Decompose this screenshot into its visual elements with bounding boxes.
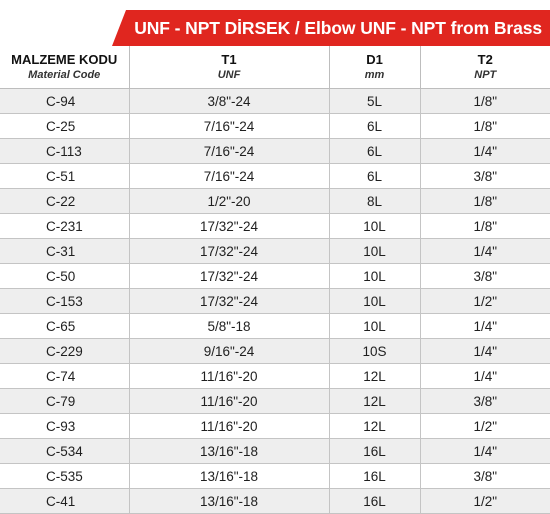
cell-d1: 10L xyxy=(329,264,420,289)
cell-t1: 5/8"-18 xyxy=(129,314,329,339)
cell-material-code: C-65 xyxy=(0,314,129,339)
cell-t2: 3/8" xyxy=(420,264,550,289)
cell-t2: 1/4" xyxy=(420,239,550,264)
column-title: T1 xyxy=(130,52,329,68)
cell-material-code: C-534 xyxy=(0,439,129,464)
cell-d1: 16L xyxy=(329,439,420,464)
column-header-t1 xyxy=(129,46,329,89)
column-subtitle: Material Code xyxy=(0,68,129,82)
cell-t2: 1/8" xyxy=(420,114,550,139)
table-row xyxy=(0,289,550,314)
cell-t1: 11/16"-20 xyxy=(129,389,329,414)
cell-t1: 17/32"-24 xyxy=(129,264,329,289)
cell-d1: 12L xyxy=(329,389,420,414)
cell-t2: 1/8" xyxy=(420,89,550,114)
table-row xyxy=(0,389,550,414)
table-row xyxy=(0,339,550,364)
column-header-d1 xyxy=(329,46,420,89)
cell-t2: 1/4" xyxy=(420,439,550,464)
cell-d1: 6L xyxy=(329,114,420,139)
cell-t1: 9/16"-24 xyxy=(129,339,329,364)
cell-d1: 6L xyxy=(329,164,420,189)
table-row xyxy=(0,239,550,264)
cell-t2: 1/4" xyxy=(420,139,550,164)
cell-d1: 10L xyxy=(329,214,420,239)
cell-t2: 1/4" xyxy=(420,364,550,389)
cell-t1: 1/2"-20 xyxy=(129,189,329,214)
cell-d1: 8L xyxy=(329,189,420,214)
cell-d1: 10L xyxy=(329,289,420,314)
product-table xyxy=(0,46,550,514)
table-row xyxy=(0,314,550,339)
cell-t2: 1/2" xyxy=(420,489,550,514)
cell-material-code: C-231 xyxy=(0,214,129,239)
cell-material-code: C-94 xyxy=(0,89,129,114)
cell-t1: 7/16"-24 xyxy=(129,114,329,139)
table-row xyxy=(0,214,550,239)
table-header-row xyxy=(0,46,550,89)
table-row xyxy=(0,114,550,139)
cell-material-code: C-51 xyxy=(0,164,129,189)
page-title: UNF - NPT DİRSEK / Elbow UNF - NPT from Brass xyxy=(130,10,542,46)
cell-t2: 1/8" xyxy=(420,214,550,239)
column-subtitle: UNF xyxy=(130,68,329,82)
cell-t1: 13/16"-18 xyxy=(129,464,329,489)
cell-material-code: C-79 xyxy=(0,389,129,414)
cell-material-code: C-229 xyxy=(0,339,129,364)
table-row xyxy=(0,364,550,389)
cell-t2: 1/4" xyxy=(420,314,550,339)
cell-d1: 10L xyxy=(329,239,420,264)
title-banner xyxy=(0,0,550,46)
cell-d1: 10L xyxy=(329,314,420,339)
cell-t1: 7/16"-24 xyxy=(129,164,329,189)
cell-t1: 7/16"-24 xyxy=(129,139,329,164)
cell-d1: 10S xyxy=(329,339,420,364)
cell-t1: 13/16"-18 xyxy=(129,489,329,514)
cell-d1: 12L xyxy=(329,414,420,439)
column-subtitle: NPT xyxy=(421,68,550,82)
column-header-t2 xyxy=(420,46,550,89)
cell-material-code: C-153 xyxy=(0,289,129,314)
cell-t2: 3/8" xyxy=(420,464,550,489)
table-row xyxy=(0,189,550,214)
cell-t1: 3/8"-24 xyxy=(129,89,329,114)
table-row xyxy=(0,164,550,189)
cell-t1: 17/32"-24 xyxy=(129,289,329,314)
column-title: T2 xyxy=(421,52,550,68)
cell-t1: 17/32"-24 xyxy=(129,239,329,264)
cell-t2: 1/2" xyxy=(420,414,550,439)
cell-t2: 1/4" xyxy=(420,339,550,364)
table-row xyxy=(0,264,550,289)
table-row xyxy=(0,439,550,464)
cell-t1: 11/16"-20 xyxy=(129,364,329,389)
table-row xyxy=(0,489,550,514)
cell-material-code: C-22 xyxy=(0,189,129,214)
cell-t1: 17/32"-24 xyxy=(129,214,329,239)
cell-t2: 3/8" xyxy=(420,164,550,189)
cell-t2: 1/8" xyxy=(420,189,550,214)
cell-d1: 16L xyxy=(329,464,420,489)
table-row xyxy=(0,464,550,489)
title-banner-slant xyxy=(112,10,126,46)
cell-d1: 16L xyxy=(329,489,420,514)
cell-t2: 1/2" xyxy=(420,289,550,314)
column-title: D1 xyxy=(330,52,420,68)
cell-material-code: C-31 xyxy=(0,239,129,264)
table-row xyxy=(0,139,550,164)
cell-d1: 5L xyxy=(329,89,420,114)
table-body xyxy=(0,89,550,514)
cell-t1: 13/16"-18 xyxy=(129,439,329,464)
column-subtitle: mm xyxy=(330,68,420,82)
table-row xyxy=(0,89,550,114)
column-header-material-code xyxy=(0,46,129,89)
cell-material-code: C-74 xyxy=(0,364,129,389)
cell-material-code: C-535 xyxy=(0,464,129,489)
cell-material-code: C-41 xyxy=(0,489,129,514)
cell-t1: 11/16"-20 xyxy=(129,414,329,439)
column-title: MALZEME KODU xyxy=(0,52,129,68)
cell-material-code: C-50 xyxy=(0,264,129,289)
cell-t2: 3/8" xyxy=(420,389,550,414)
table-row xyxy=(0,414,550,439)
cell-d1: 6L xyxy=(329,139,420,164)
cell-material-code: C-25 xyxy=(0,114,129,139)
cell-material-code: C-113 xyxy=(0,139,129,164)
cell-material-code: C-93 xyxy=(0,414,129,439)
cell-d1: 12L xyxy=(329,364,420,389)
